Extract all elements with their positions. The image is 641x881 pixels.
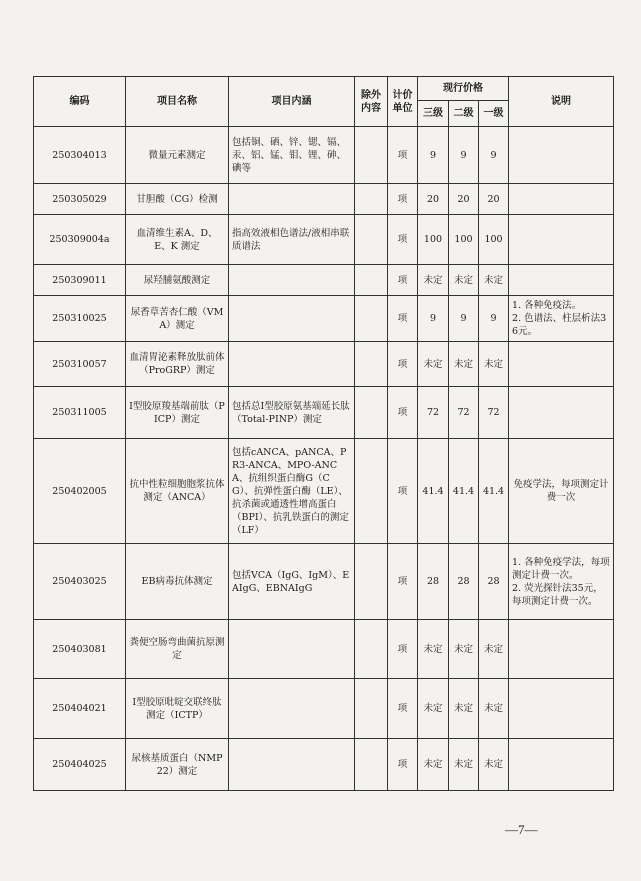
cell-name: EB病毒抗体测定 [126,544,229,620]
header-name: 项目名称 [126,77,229,127]
cell-unit: 项 [388,265,418,296]
cell-price-level2: 未定 [449,620,479,679]
cell-exclusion [355,342,388,387]
cell-code: 250404025 [34,739,126,791]
table-row [34,620,614,679]
cell-exclusion [355,127,388,184]
cell-note [509,215,614,265]
header-code: 编码 [34,77,126,127]
cell-unit: 项 [388,544,418,620]
table-row [34,439,614,544]
cell-code: 250305029 [34,184,126,215]
cell-content [229,342,355,387]
cell-price-level1: 28 [479,544,509,620]
cell-price-level1: 未定 [479,342,509,387]
header-unit: 计价单位 [388,77,418,127]
cell-price-level1: 9 [479,127,509,184]
cell-code: 250311005 [34,387,126,439]
cell-exclusion [355,620,388,679]
cell-price-level1: 未定 [479,739,509,791]
header-content: 项目内涵 [229,77,355,127]
table-row [34,739,614,791]
header-price-group: 现行价格 [418,77,509,101]
cell-price-level2: 未定 [449,342,479,387]
cell-note [509,127,614,184]
table-row [34,215,614,265]
cell-name: 尿香草苦杏仁酸（VMA）测定 [126,296,229,342]
cell-price-level2: 72 [449,387,479,439]
table-row [34,387,614,439]
header-level2: 二级 [449,101,479,127]
cell-note [509,739,614,791]
cell-name: 尿羟脯氨酸测定 [126,265,229,296]
cell-unit: 项 [388,215,418,265]
cell-note [509,387,614,439]
cell-unit: 项 [388,387,418,439]
cell-name: I型胶原羧基端前肽（PICP）测定 [126,387,229,439]
cell-price-level2: 未定 [449,265,479,296]
cell-code: 250404021 [34,679,126,739]
cell-code: 250402005 [34,439,126,544]
cell-unit: 项 [388,342,418,387]
cell-note [509,265,614,296]
cell-content: 包括铜、硒、锌、锶、镉、汞、铝、锰、钼、锂、砷、碘等 [229,127,355,184]
cell-content [229,265,355,296]
cell-price-level3: 未定 [418,739,449,791]
cell-code: 250309011 [34,265,126,296]
cell-note [509,184,614,215]
cell-unit: 项 [388,439,418,544]
cell-exclusion [355,184,388,215]
cell-price-level1: 9 [479,296,509,342]
cell-price-level3: 未定 [418,342,449,387]
cell-code: 250309004a [34,215,126,265]
cell-unit: 项 [388,679,418,739]
cell-price-level3: 100 [418,215,449,265]
cell-unit: 项 [388,127,418,184]
table-row [34,296,614,342]
cell-price-level2: 9 [449,127,479,184]
cell-note: 免疫学法，每项测定计费一次 [509,439,614,544]
cell-code: 250310057 [34,342,126,387]
cell-code: 250403025 [34,544,126,620]
header-level3: 三级 [418,101,449,127]
cell-price-level3: 9 [418,127,449,184]
cell-price-level3: 未定 [418,620,449,679]
cell-unit: 项 [388,296,418,342]
cell-price-level3: 20 [418,184,449,215]
cell-content: 包括cANCA、pANCA、PR3-ANCA、MPO-ANCA、抗组织蛋白酶G（CG）、抗弹性蛋白酶（LE）、抗杀菌或通透性增高蛋白（BPI）、抗乳铁蛋白的测定（LF） [229,439,355,544]
cell-price-level1: 未定 [479,679,509,739]
cell-price-level1: 未定 [479,265,509,296]
cell-name: 血清胃泌素释放肽前体（ProGRP）测定 [126,342,229,387]
cell-code: 250403081 [34,620,126,679]
cell-price-level3: 9 [418,296,449,342]
cell-content [229,620,355,679]
cell-name: 微量元素测定 [126,127,229,184]
cell-price-level2: 100 [449,215,479,265]
cell-name: 尿核基质蛋白（NMP22）测定 [126,739,229,791]
cell-price-level3: 28 [418,544,449,620]
cell-content [229,184,355,215]
cell-code: 250304013 [34,127,126,184]
cell-exclusion [355,265,388,296]
cell-price-level2: 41.4 [449,439,479,544]
cell-price-level2: 28 [449,544,479,620]
price-table [33,76,614,791]
cell-name: 抗中性粒细胞胞浆抗体测定（ANCA） [126,439,229,544]
cell-unit: 项 [388,184,418,215]
cell-price-level2: 20 [449,184,479,215]
cell-price-level2: 未定 [449,679,479,739]
page-number: —7— [505,822,538,837]
cell-content: 包括VCA（IgG、IgM）、EAIgG、EBNAIgG [229,544,355,620]
table-row [34,544,614,620]
cell-price-level3: 未定 [418,679,449,739]
cell-note [509,679,614,739]
header-exclusion: 除外内容 [355,77,388,127]
cell-note [509,620,614,679]
cell-price-level1: 未定 [479,620,509,679]
cell-name: 血清维生素A、D、E、K 测定 [126,215,229,265]
cell-content: 指高效液相色谱法/液相串联质谱法 [229,215,355,265]
cell-exclusion [355,296,388,342]
cell-name: 粪便空肠弯曲菌抗原测定 [126,620,229,679]
cell-exclusion [355,739,388,791]
cell-price-level2: 未定 [449,739,479,791]
header-note: 说明 [509,77,614,127]
cell-content [229,739,355,791]
table-row [34,184,614,215]
table-row [34,342,614,387]
cell-note: 1. 各种免疫学法，每项测定计费一次。 2. 荧光探针法35元，每项测定计费一次。 [509,544,614,620]
cell-name: 甘胆酸（CG）检测 [126,184,229,215]
cell-code: 250310025 [34,296,126,342]
cell-price-level3: 72 [418,387,449,439]
header-level1: 一级 [479,101,509,127]
cell-price-level1: 20 [479,184,509,215]
cell-content [229,296,355,342]
cell-price-level1: 72 [479,387,509,439]
cell-price-level2: 9 [449,296,479,342]
header-row-1 [34,77,614,101]
cell-exclusion [355,215,388,265]
cell-price-level1: 41.4 [479,439,509,544]
cell-content [229,679,355,739]
cell-price-level3: 41.4 [418,439,449,544]
cell-unit: 项 [388,620,418,679]
cell-exclusion [355,544,388,620]
table-row [34,679,614,739]
cell-price-level3: 未定 [418,265,449,296]
cell-exclusion [355,679,388,739]
cell-unit: 项 [388,739,418,791]
cell-note [509,342,614,387]
cell-content: 包括总I型胶原氨基端延长肽（Total-PINP）测定 [229,387,355,439]
table-row [34,265,614,296]
table-row [34,127,614,184]
cell-note: 1. 各种免疫法。 2. 色谱法、柱层析法36元。 [509,296,614,342]
cell-name: I型胶原吡啶交联终肽测定（ICTP） [126,679,229,739]
cell-exclusion [355,387,388,439]
cell-price-level1: 100 [479,215,509,265]
table-body [34,127,614,791]
cell-exclusion [355,439,388,544]
